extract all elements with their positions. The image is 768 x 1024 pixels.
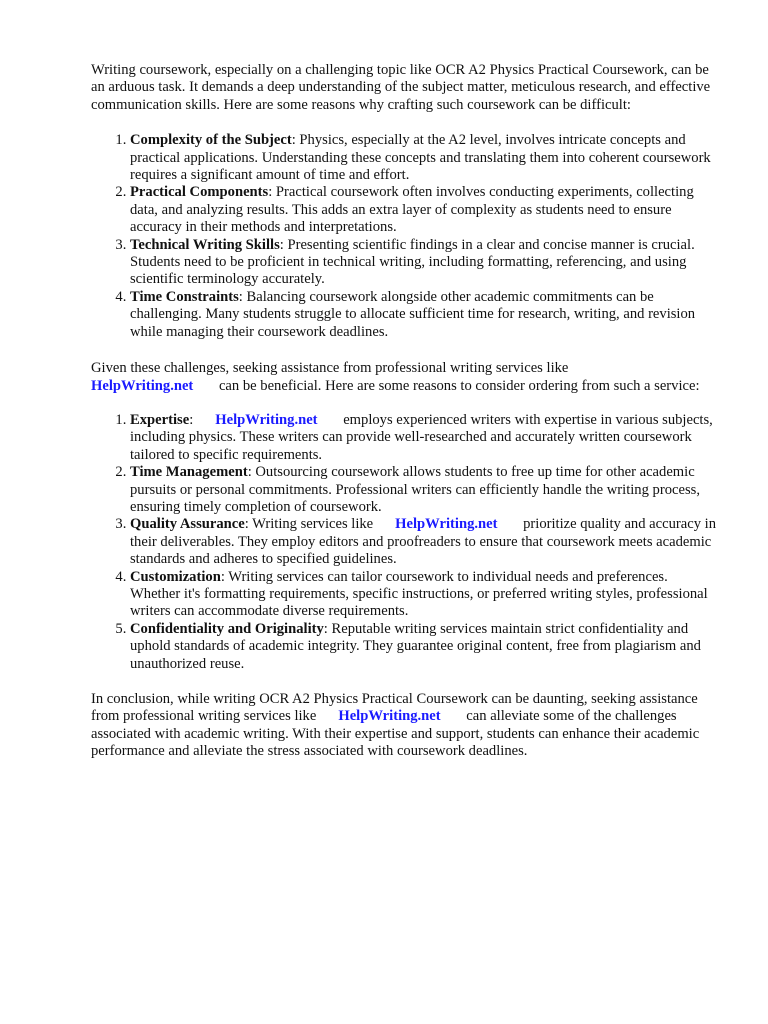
list-item-text: : Presenting scientific findings in a clear and concise manner is crucial. Students need to be proficient in technical writing, including formatting, referencing, and using scientific terminology accurately.	[130, 236, 695, 288]
given-text-after: can be beneficial. Here are some reasons to consider ordering from such a service:	[218, 377, 700, 394]
conclusion-text-before: In conclusion, while writing OCR A2 Physics Practical Coursework can be daunting, seeking assistance from professional writing services like	[91, 691, 698, 725]
benefits-list	[91, 412, 717, 673]
list-item	[130, 289, 717, 341]
list-item-text: employs experienced writers with expertise in various subjects, including physics. These writers can provide well-researched and accurately written coursework tailored to specific requirements.	[130, 411, 713, 463]
list-item-text: : Reputable writing services maintain strict confidentiality and uphold standards of academic integrity. They guarantee original content, free from plagiarism and unauthorized reuse.	[130, 620, 701, 672]
list-item-text: : Writing services like	[244, 516, 374, 533]
difficulties-list	[91, 132, 717, 341]
helpwriting-link[interactable]: HelpWriting.net	[338, 708, 441, 725]
conclusion-paragraph	[91, 691, 717, 761]
list-item-text: : Practical coursework often involves conducting experiments, collecting data, and analyzing results. This adds an extra layer of complexity as students need to ensure accuracy in their methods and interpretations.	[130, 184, 694, 236]
intro-paragraph: Writing coursework, especially on a challenging topic like OCR A2 Physics Practical Coursework, can be an arduous task. It demands a deep understanding of the subject matter, meticulous research, and effective communication skills. Here are some reasons why crafting such coursework can be difficult:	[91, 62, 711, 113]
list-item	[130, 516, 717, 568]
list-item-term: Time Constraints	[130, 288, 239, 305]
list-item-term: Time Management	[130, 464, 248, 481]
list-item	[130, 621, 717, 673]
conclusion-text-after: can alleviate some of the challenges associated with academic writing. With their expertise and support, students can enhance their academic performance and alleviate the stress associated with coursework deadlines.	[91, 708, 700, 760]
list-item-term: Complexity of the Subject	[130, 132, 292, 149]
list-item-text: : Outsourcing coursework allows students to free up time for other academic pursuits or personal commitments. Professional writers can efficiently handle the writing process, ensuring timely completion of coursework.	[130, 464, 700, 515]
helpwriting-link[interactable]: HelpWriting.net	[215, 411, 318, 428]
list-item-term: Customization	[130, 568, 221, 585]
given-paragraph	[91, 360, 717, 395]
list-item-text: : Balancing coursework alongside other academic commitments can be challenging. Many students struggle to allocate sufficient time for research, writing, and revision while managing their coursework deadlines.	[130, 288, 696, 340]
list-item	[130, 132, 717, 184]
given-text-before: Given these challenges, seeking assistance from professional writing services like	[91, 360, 569, 377]
helpwriting-link[interactable]: HelpWriting.net	[395, 516, 498, 533]
list-item	[130, 569, 717, 621]
list-item-text-after: prioritize quality and accuracy in their deliverables. They employ editors and proofreaders to ensure that coursework meets academic standards and adheres to specified guidelines.	[130, 516, 717, 568]
helpwriting-link[interactable]: HelpWriting.net	[91, 377, 194, 394]
list-item-text: : Writing services can tailor coursework to individual needs and preferences. Whether it's formatting requirements, specific instructions, or preferred writing styles, professional writers can accommodate diverse requirements.	[130, 568, 708, 620]
document-body	[91, 62, 717, 761]
list-item	[130, 184, 717, 236]
list-item-text: : Physics, especially at the A2 level, involves intricate concepts and practical applications. Understanding these concepts and translating them into coherent coursework requires a significant amount of time and effort.	[130, 132, 711, 184]
list-item-term: Expertise	[130, 411, 190, 428]
list-item-colon: :	[189, 411, 194, 428]
list-item-term: Technical Writing Skills	[130, 236, 280, 253]
list-item	[130, 237, 717, 289]
list-item-term: Quality Assurance	[130, 516, 245, 533]
list-item	[130, 464, 717, 516]
list-item-term: Practical Components	[130, 184, 269, 201]
list-item	[130, 412, 717, 464]
list-item-term: Confidentiality and Originality	[130, 620, 324, 637]
